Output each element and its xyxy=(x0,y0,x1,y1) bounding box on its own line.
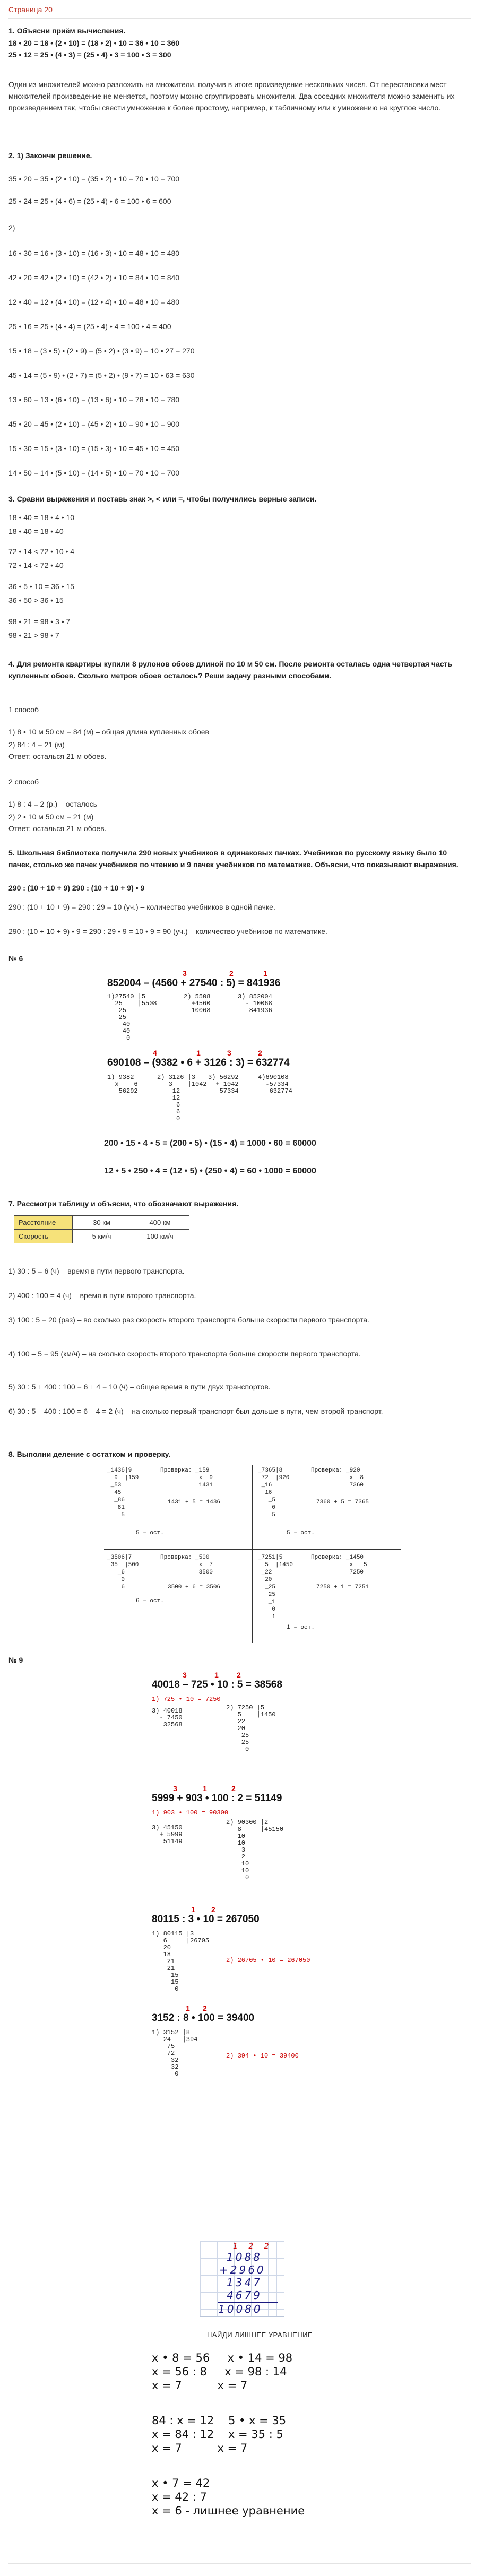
n9-equation4: 3152 : 8 • 100 = 39400 xyxy=(152,2012,255,2024)
table-cell: 400 км xyxy=(131,1216,189,1230)
column-calc: 3) 40018 - 7450 32568 xyxy=(152,1707,183,1728)
task2-line: 25 • 16 = 25 • (4 • 4) = (25 • 4) • 4 = 100 • 4 = 400 xyxy=(8,322,171,331)
n9-figure xyxy=(152,1671,343,2233)
sum: 10080 xyxy=(218,2303,263,2315)
task1-line2: 25 • 12 = 25 • (4 • 3) = (25 • 4) • 3 = 100 • 3 = 300 xyxy=(8,50,171,59)
task2-line: 45 • 20 = 45 • (2 • 10) = (45 • 2) • 10 = 90 • 10 = 900 xyxy=(8,420,180,428)
division-result: 7360 + 5 = 7365 xyxy=(316,1499,369,1506)
task3-line: 36 • 5 • 10 = 36 • 15 xyxy=(8,582,75,591)
task7-heading: 7. Рассмотри таблицу и объясни, что обозначают выражения. xyxy=(8,1199,239,1208)
step-calc: 1) 903 • 100 = 90300 xyxy=(152,1809,229,1817)
speed-table xyxy=(14,1215,189,1243)
order-mark: 1 xyxy=(214,1671,219,1679)
order-mark: 2 xyxy=(203,2004,207,2012)
column-calc: 2) 3126 |3 3 |1042 12 12 6 6 0 xyxy=(157,1074,207,1122)
order-mark: 2 xyxy=(229,969,234,978)
task1-heading: 1. Объясни приём вычисления. xyxy=(8,27,126,35)
task2-line: 42 • 20 = 42 • (2 • 10) = (42 • 2) • 10 = 84 • 10 = 840 xyxy=(8,273,180,282)
order-mark: 2 xyxy=(231,1784,236,1793)
n6-equation2: 690108 – (9382 • 6 + 3126 : 3) = 632774 xyxy=(107,1057,290,1068)
n9-label: № 9 xyxy=(8,1656,23,1664)
task7-line: 1) 30 : 5 = 6 (ч) – время в пути первого транспорта. xyxy=(8,1267,185,1275)
task2-line: 15 • 30 = 15 • (3 • 10) = (15 • 3) • 10 = 45 • 10 = 450 xyxy=(8,444,180,453)
page xyxy=(8,0,471,2576)
order-mark: 1 xyxy=(191,1905,195,1914)
order-mark: 2 xyxy=(258,1049,262,1057)
column-calc: 2) 7250 |5 5 |1450 22 20 25 25 0 xyxy=(226,1704,276,1753)
division-calc: _7365|8 72 |920 _16 16 _5 0 5 xyxy=(258,1467,290,1518)
column-calc: 2) 5508 +4560 10068 xyxy=(184,993,211,1014)
page-link[interactable]: Страница 20 xyxy=(8,5,53,14)
addition-puzzle xyxy=(200,2241,284,2317)
task2-line: 13 • 60 = 13 • (6 • 10) = (13 • 6) • 10 = 78 • 10 = 780 xyxy=(8,395,180,404)
task5-heading: 5. Школьная библиотека получила 290 новых учебников в одинаковых пачках. Учебников по русскому языку было 10 пачек, столько же пачек учебников по чтению и 9 пачек учебников по математике. Объясни, что показывают выражения. xyxy=(8,849,459,869)
division-check: Проверка: _1450 x 5 7250 xyxy=(311,1554,367,1576)
divider xyxy=(8,18,471,19)
n6-equation1: 852004 – (4560 + 27540 : 5) = 841936 xyxy=(107,978,281,989)
n9-equation1: 40018 – 725 • 10 : 5 = 38568 xyxy=(152,1679,282,1690)
remainder: 6 – ост. xyxy=(136,1598,164,1604)
task4-line: Ответ: осталься 21 м обоев. xyxy=(8,752,107,760)
task2-line: 25 • 24 = 25 • (4 • 6) = (25 • 4) • 6 = 100 • 6 = 600 xyxy=(8,197,171,205)
divider xyxy=(8,2563,471,2564)
division-result: 3500 + 6 = 3506 xyxy=(168,1584,221,1590)
step-calc: 2) 394 • 10 = 39400 xyxy=(226,2052,299,2060)
task2-line: 15 • 18 = (3 • 5) • (2 • 9) = (5 • 2) • (3 • 9) = 10 • 27 = 270 xyxy=(8,347,195,355)
column-calc: 1) 3152 |8 24 |394 75 72 32 32 0 xyxy=(152,2029,198,2078)
task3-line: 98 • 21 > 98 • 7 xyxy=(8,631,59,639)
remainder: 5 – ост. xyxy=(287,1530,315,1536)
task3-line: 18 • 40 = 18 • 4 • 10 xyxy=(8,513,75,522)
step-calc: 2) 26705 • 10 = 267050 xyxy=(226,1957,310,1964)
task4-way1-title: 1 способ xyxy=(8,705,39,714)
task4-line: 1) 8 • 10 м 50 см = 84 (м) – общая длина купленных обоев xyxy=(8,728,209,736)
column-calc: 4)690108 -57334 632774 xyxy=(258,1074,292,1095)
column-calc: 1)27540 |5 25 |5508 25 25 40 40 0 xyxy=(107,993,157,1042)
order-mark: 3 xyxy=(183,969,187,978)
division-result: 7250 + 1 = 7251 xyxy=(316,1584,369,1590)
order-mark: 3 xyxy=(183,1671,187,1679)
column-calc: 3) 852004 - 10068 841936 xyxy=(238,993,272,1014)
column-calc: 1) 80115 |3 6 |26705 20 18 21 21 15 15 0 xyxy=(152,1930,210,1993)
n6-figure xyxy=(104,969,327,1128)
task4-heading: 4. Для ремонта квартиры купили 8 рулонов обоев длиной по 10 м 50 см. После ремонта осталась одна четвертая часть купленных обоев. Сколько метров обоев осталось? Реши задачу разными способами. xyxy=(8,660,453,680)
puzzle-caption: НАЙДИ ЛИШНЕЕ УРАВНЕНИЕ xyxy=(207,2331,313,2339)
task4-line: 1) 8 : 4 = 2 (р.) – осталось xyxy=(8,800,98,808)
task4-line: 2) 84 : 4 = 21 (м) xyxy=(8,740,65,749)
order-mark: 4 xyxy=(153,1049,157,1057)
column-calc: 3) 45150 + 5999 51149 xyxy=(152,1824,183,1845)
addend: 4679 xyxy=(227,2289,262,2302)
n6-label: № 6 xyxy=(8,954,23,963)
n9-equation2: 5999 + 903 • 100 : 2 = 51149 xyxy=(152,1793,282,1804)
task7-line: 2) 400 : 100 = 4 (ч) – время в пути второго транспорта. xyxy=(8,1291,196,1300)
task2-line: 45 • 14 = (5 • 9) • (2 • 7) = (5 • 2) • (9 • 7) = 10 • 63 = 630 xyxy=(8,371,195,379)
task2-line: 14 • 50 = 14 • (5 • 10) = (14 • 5) • 10 = 70 • 10 = 700 xyxy=(8,469,180,477)
division-check: Проверка: _920 x 8 7360 xyxy=(311,1467,364,1489)
step-calc: 1) 725 • 10 = 7250 xyxy=(152,1696,221,1703)
task3-line: 72 • 14 < 72 • 10 • 4 xyxy=(8,547,75,556)
task2-line: 16 • 30 = 16 • (3 • 10) = (16 • 3) • 10 = 48 • 10 = 480 xyxy=(8,249,180,257)
table-cell: 30 км xyxy=(73,1216,131,1230)
division-calc: _1436|9 9 |159 _53 45 _86 81 5 xyxy=(107,1467,139,1518)
table-cell: 100 км/ч xyxy=(131,1230,189,1243)
n6-line3: 200 • 15 • 4 • 5 = (200 • 5) • (15 • 4) = 1000 • 60 = 60000 xyxy=(104,1139,316,1148)
order-mark: 3 xyxy=(173,1784,177,1793)
equation-block: x • 7 = 42 x = 42 : 7 x = 6 - лишнее уравнение xyxy=(152,2477,305,2517)
divider xyxy=(104,1549,401,1550)
equation-block: x • 8 = 56 x • 14 = 98 x = 56 : 8 x = 98 : 14 x = 7 x = 7 xyxy=(152,2352,293,2392)
remainder: 5 – ост. xyxy=(136,1530,164,1536)
task2-line: 35 • 20 = 35 • (2 • 10) = (35 • 2) • 10 = 70 • 10 = 700 xyxy=(8,175,180,183)
task4-line: Ответ: осталься 21 м обоев. xyxy=(8,824,107,833)
division-check: Проверка: _500 x 7 3500 xyxy=(160,1554,213,1576)
task7-line: 3) 100 : 5 = 20 (раз) – во сколько раз скорость второго транспорта больше скорости первого транспорта. xyxy=(8,1316,369,1324)
task2-heading: 2. 1) Закончи решение. xyxy=(8,151,92,160)
task5-line1: 290 : (10 + 10 + 9) = 290 : 29 = 10 (уч.) – количество учебников в одной пачке. xyxy=(8,903,275,911)
equation-block: 84 : x = 12 5 • x = 35 x = 84 : 12 x = 35 : 5 x = 7 x = 7 xyxy=(152,2414,287,2454)
task3-heading: 3. Сравни выражения и поставь знак >, < или =, чтобы получились верные записи. xyxy=(8,495,317,503)
order-mark: 1 xyxy=(196,1049,201,1057)
carry-digits: 1 2 2 xyxy=(233,2242,273,2251)
task3-line: 98 • 21 = 98 • 3 • 7 xyxy=(8,617,71,626)
table-label: Скорость xyxy=(14,1230,73,1243)
task3-line: 36 • 50 > 36 • 15 xyxy=(8,596,64,604)
order-mark: 2 xyxy=(211,1905,215,1914)
task2-sub2: 2) xyxy=(8,223,15,232)
addend: 1347 xyxy=(227,2276,262,2289)
order-mark: 2 xyxy=(237,1671,241,1679)
column-calc: 3) 56292 + 1042 57334 xyxy=(208,1074,239,1095)
addend: +2960 xyxy=(219,2263,266,2276)
division-grid xyxy=(104,1465,401,1643)
task7-line: 6) 30 : 5 – 400 : 100 = 6 – 4 = 2 (ч) – на сколько первый транспорт был дольше в пути, чем второй транспорт. xyxy=(8,1407,383,1415)
task1-explanation: Один из множителей можно разложить на множители, получив в итоге произведение нескольких чисел. От перестановки мест множителей произведение не меняется, поэтому можно сгруппировать множители. Два соседних множителя можно заменить их произведением так, чтобы свести умножение к более простому, например, к табличному или к умножению на круглое число. xyxy=(8,80,455,112)
n6-line4: 12 • 5 • 250 • 4 = (12 • 5) • (250 • 4) = 60 • 1000 = 60000 xyxy=(104,1166,316,1175)
divider xyxy=(252,1465,253,1643)
column-calc: 1) 9382 x 6 56292 xyxy=(107,1074,138,1095)
division-result: 1431 + 5 = 1436 xyxy=(168,1499,221,1506)
division-calc: _7251|5 5 |1450 _22 20 _25 25 _1 0 1 xyxy=(258,1554,293,1620)
remainder: 1 – ост. xyxy=(287,1624,315,1631)
order-mark: 1 xyxy=(186,2004,190,2012)
task5-line2: 290 : (10 + 10 + 9) • 9 = 290 : 29 • 9 = 10 • 9 = 90 (уч.) – количество учебников по математике. xyxy=(8,927,327,936)
task5-exprs: 290 : (10 + 10 + 9) 290 : (10 + 10 + 9) • 9 xyxy=(8,884,145,892)
task4-way2-title: 2 способ xyxy=(8,777,39,786)
task7-line: 5) 30 : 5 + 400 : 100 = 6 + 4 = 10 (ч) – общее время в пути двух транспортов. xyxy=(8,1382,271,1391)
task8-heading: 8. Выполни деление с остатком и проверку. xyxy=(8,1450,171,1458)
column-calc: 2) 90300 |2 8 |45150 10 10 3 2 10 10 0 xyxy=(226,1819,284,1881)
task2-line: 12 • 40 = 12 • (4 • 10) = (12 • 4) • 10 = 48 • 10 = 480 xyxy=(8,298,180,306)
order-mark: 3 xyxy=(227,1049,231,1057)
table-label: Расстояние xyxy=(14,1216,73,1230)
division-calc: _3506|7 35 |500 _6 0 6 xyxy=(107,1554,139,1590)
n9-equation3: 80115 : 3 • 10 = 267050 xyxy=(152,1914,260,1925)
task4-line: 2) 2 • 10 м 50 см = 21 (м) xyxy=(8,812,94,821)
table-cell: 5 км/ч xyxy=(73,1230,131,1243)
addend: 1088 xyxy=(227,2251,262,2263)
task3-line: 72 • 14 < 72 • 40 xyxy=(8,561,64,569)
task7-line: 4) 100 – 5 = 95 (км/ч) – на сколько скорость второго транспорта больше скорости первого транспорта. xyxy=(8,1350,361,1358)
task3-line: 18 • 40 = 18 • 40 xyxy=(8,527,64,535)
division-check: Проверка: _159 x 9 1431 xyxy=(160,1467,213,1489)
order-mark: 1 xyxy=(263,969,267,978)
order-mark: 1 xyxy=(203,1784,207,1793)
task1-line1: 18 • 20 = 18 • (2 • 10) = (18 • 2) • 10 = 36 • 10 = 360 xyxy=(8,39,180,47)
